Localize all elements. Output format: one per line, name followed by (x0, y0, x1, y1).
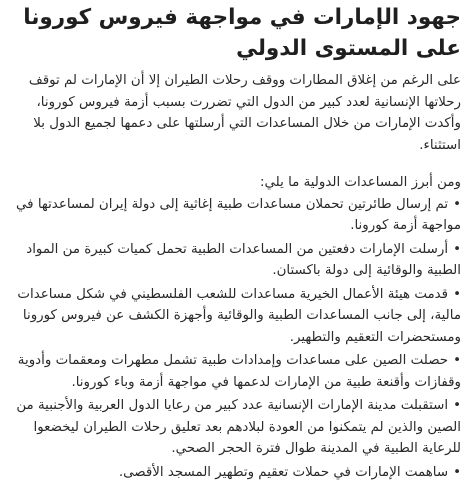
list-item (6, 284, 461, 349)
list-item-text: استقبلت مدينة الإمارات الإنسانية عدد كبير من رعايا الدول العربية والأجنبية من الصين والذين لم يتمكنوا من العودة لبلادهم بعد تعليق رحلات الطيران ليخضعوا للرعاية الطبية في المدينة طوال فترة الحجر الصحي. (16, 398, 461, 456)
bullet-icon: • (453, 196, 461, 212)
list-intro: ومن أبرز المساعدات الدولية ما يلي: (259, 175, 461, 190)
list-item (6, 194, 461, 237)
bullet-icon: • (453, 464, 461, 480)
list-item-text: ساهمت الإمارات في حملات تعقيم وتطهير المسجد الأقصى. (118, 464, 449, 480)
list-item-text: حصلت الصين على مساعدات وإمدادات طبية تشمل مطهرات ومعقمات وأدوية وقفازات وأقنعة طبية من الإمارات لدعمها في مواجهة أزمة وباء كورونا. (17, 353, 461, 390)
article-title: جهود الإمارات في مواجهة فيروس كورونا على المستوى الدولي (23, 5, 461, 61)
intro-paragraph: على الرغم من إغلاق المطارات ووقف رحلات الطيران إلا أن الإمارات لم توقف رحلاتها الإنسانية لعدد كبير من الدول التي تضررت بسبب أزمة فيروس كورونا، وأكدت الإمارات من خلال المساعدات التي أرسلتها على دعمها لجميع الدول بلا استثناء. (28, 73, 461, 153)
list-item (6, 350, 461, 393)
list-item-text: قدمت هيئة الأعمال الخيرية مساعدات للشعب الفلسطيني في شكل مساعدات مالية، إلى جانب المساعدات الطبية والوقائية وأجهزة الكشف عن فيروس كورونا ومستحضرات التعقيم والتطهير. (17, 286, 461, 345)
bullet-icon: • (453, 241, 461, 257)
list-item (6, 395, 461, 460)
paragraph-spacer (6, 156, 461, 172)
bullet-icon: • (453, 353, 461, 368)
list-item (6, 239, 461, 282)
list-item (6, 462, 461, 484)
bullet-icon: • (453, 398, 461, 413)
list-item-text: أرسلت الإمارات دفعتين من المساعدات الطبية تحمل كميات كبيرة من المواد الطبية والوقائية إلى دولة باكستان. (26, 241, 461, 278)
aid-list (6, 194, 461, 484)
list-item-text: تم إرسال طائرتين تحملان مساعدات طبية إغاثية إلى دولة إيران لمساعدتها في مواجهة أزمة كورونا. (16, 196, 461, 233)
bullet-icon: • (453, 286, 461, 302)
